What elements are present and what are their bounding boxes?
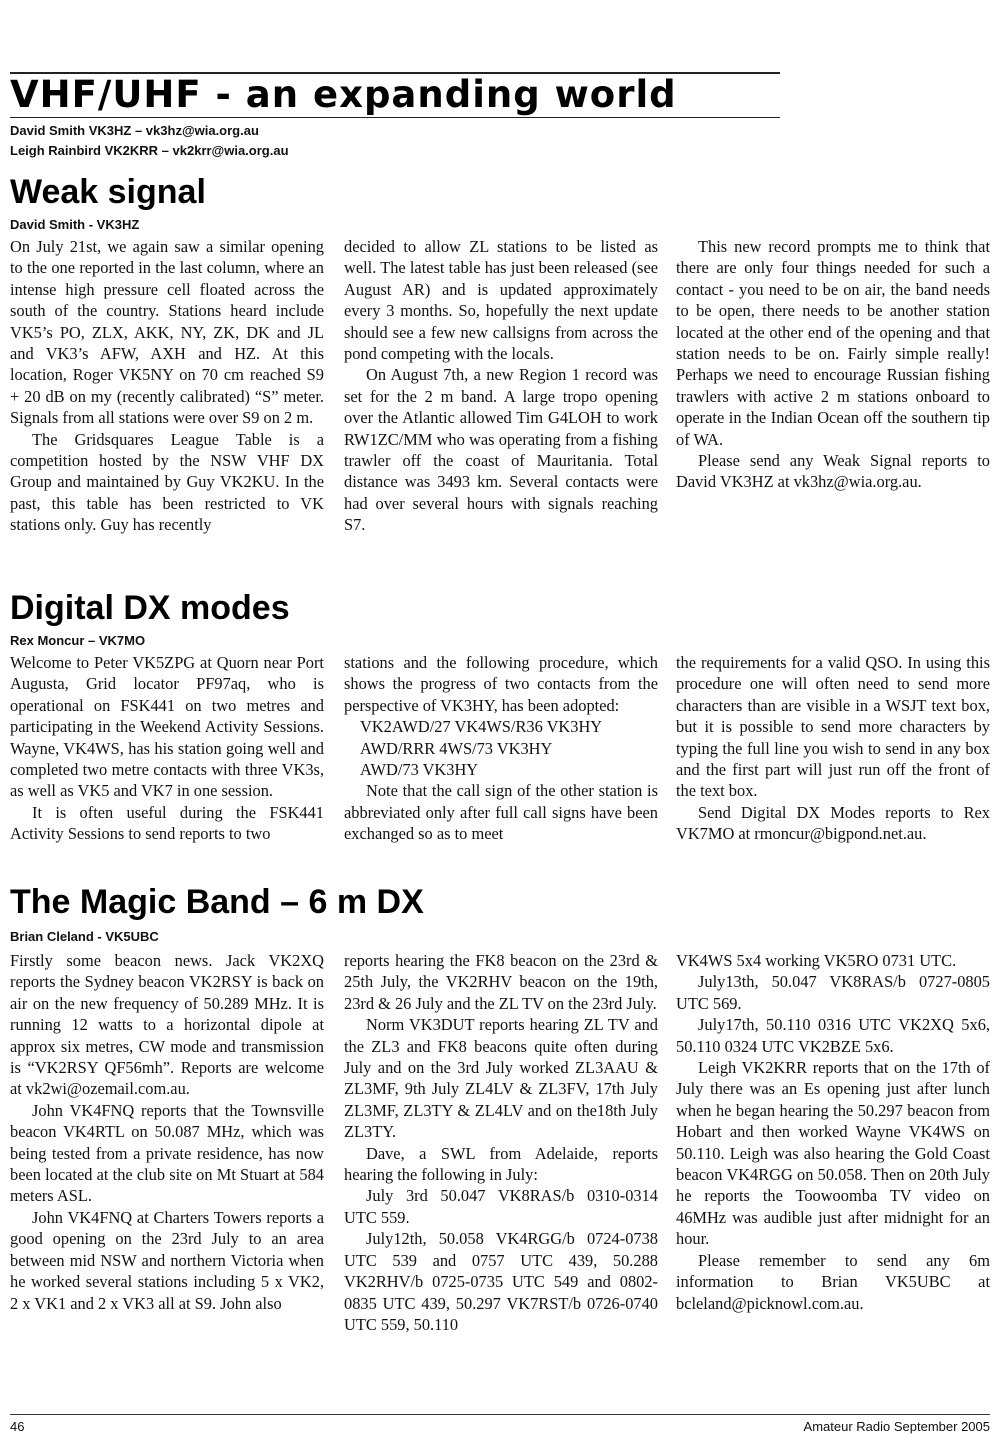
section-title-digital-dx: Digital DX modes <box>10 589 290 627</box>
paragraph: The Gridsquares League Table is a competition hosted by the NSW VHF DX Group and maintained by Guy VK2KU. In the past, this table has been restricted to VK stations only. Guy has recently <box>10 429 324 535</box>
paragraph: John VK4FNQ at Charters Towers reports a good opening on the 23rd July to an area between mid NSW and northern Victoria when he worked several stations including 5 x VK2, 2 x VK1 and 2 x VK3 all at S9. John also <box>10 1207 324 1313</box>
paragraph: Send Digital DX Modes reports to Rex VK7MO at rmoncur@bigpond.net.au. <box>676 802 990 844</box>
paragraph: It is often useful during the FSK441 Activity Sessions to send reports to two <box>10 802 324 844</box>
paragraph: July12th, 50.058 VK4RGG/b 0724-0738 UTC 539 and 0757 UTC 439, 50.288 VK2RHV/b 0725-0735 UTC 549 and 0802-0835 UTC 439, 50.297 VK7RST/b 0726-0740 UTC 559, 50.110 <box>344 1229 658 1334</box>
magazine-issue: Amateur Radio September 2005 <box>803 1419 990 1434</box>
paragraph: On July 21st, we again saw a similar opening to the one reported in the last column, where an intense high pressure cell floated across the south of the country. Stations heard include VK5’s PO, ZLX, AKK, NY, ZK, DK and JL and VK3’s AFW, AXH and HZ. At this location, Roger VK5NY on 70 cm reached S9 + 20 dB on my (recently calibrated) “S” meter. Signals from all stations were over S9 on 2 m. <box>10 237 324 428</box>
paragraph: decided to allow ZL stations to be listed as well. The latest table has just been released (see August AR) and is updated approximately every 3 months. So, hopefully the next update should see a few new callsigns from across the pond competing with the locals. <box>344 237 658 364</box>
weak-signal-column-1 <box>10 236 324 536</box>
paragraph: Please send any Weak Signal reports to David VK3HZ at vk3hz@wia.org.au. <box>676 451 990 492</box>
page-number: 46 <box>10 1419 25 1434</box>
paragraph: Norm VK3DUT reports hearing ZL TV and the ZL3 and FK8 beacons quite often during July and on the 3rd July worked ZL3AAU & ZL3MF, 9th July ZL4LV & ZL3FV, 17th July ZL3MF, ZL3TY & ZL4LV and on the18th July ZL3TY. <box>344 1015 658 1142</box>
magic-band-column-1 <box>10 950 324 1314</box>
masthead-underline <box>10 117 780 118</box>
paragraph: Note that the call sign of the other station is abbreviated only after full call signs have been exchanged so as to meet <box>344 781 658 844</box>
page-footer <box>10 1418 990 1436</box>
byline-weak-signal: David Smith - VK3HZ <box>10 217 140 232</box>
paragraph: Firstly some beacon news. Jack VK2XQ reports the Sydney beacon VK2RSY is back on air on the new frequency of 50.289 MHz. It is running 12 watts to a horizontal dipole at approx six metres, CW mode and transmission is “VK2RSY QF56mh”. Reports are welcome at vk2wi@ozemail.com.au. <box>10 951 324 1099</box>
digital-dx-column-3 <box>676 652 990 845</box>
weak-signal-column-2 <box>344 236 658 536</box>
paragraph: Please remember to send any 6m information to Brian VK5UBC at bcleland@picknowl.com.au. <box>676 1250 990 1313</box>
paragraph: John VK4FNQ reports that the Townsville beacon VK4RTL on 50.087 MHz, which was being tested from a private residence, has now been located at the club site on Mt Stuart at 584 meters ASL. <box>10 1100 324 1206</box>
magic-band-column-2 <box>344 950 658 1335</box>
paragraph: the requirements for a valid QSO. In using this procedure one will often need to send more characters than are visible in a WSJT text box, but it is possible to send more characters by typing the full line you wish to send in any box and the first part will just run off the front of the text box. <box>676 653 990 801</box>
procedure-line: VK2AWD/27 VK4WS/R36 VK3HY <box>360 717 603 737</box>
paragraph: Welcome to Peter VK5ZPG at Quorn near Port Augusta, Grid locator PF97aq, who is operational on FSK441 on two metres and participating in the Weekend Activity Sessions. Wayne, VK4WS, has his station going well and completed two metre contacts with three VK3s, as well as VK5 and VK7 in one session. <box>10 653 324 801</box>
section-title-weak-signal: Weak signal <box>10 173 206 211</box>
section-title-magic-band: The Magic Band – 6 m DX <box>10 883 424 921</box>
paragraph: July 3rd 50.047 VK8RAS/b 0310-0314 UTC 559. <box>344 1186 658 1227</box>
procedure-line: AWD/73 VK3HY <box>360 760 479 780</box>
author-line: David Smith VK3HZ – vk3hz@wia.org.au <box>10 123 259 138</box>
paragraph: This new record prompts me to think that there are only four things needed for such a contact - you need to be on air, the band needs to be open, there needs to be another station located at the other end of the opening and that station needs to be on. Fairly simple really! Perhaps we need to encourage Russian fishing trawlers with active 2 m stations onboard to operate in the Indian Ocean off the southern tip of WA. <box>676 237 990 449</box>
digital-dx-column-2 <box>344 652 658 845</box>
byline-magic-band: Brian Cleland - VK5UBC <box>10 929 159 944</box>
paragraph: Dave, a SWL from Adelaide, reports hearing the following in July: <box>344 1143 658 1185</box>
paragraph: reports hearing the FK8 beacon on the 23rd & 25th July, the VK2RHV beacon on the 19th, 23rd & 26 July and the ZL TV on the 23rd July. <box>344 951 658 1013</box>
author-line: Leigh Rainbird VK2KRR – vk2krr@wia.org.au <box>10 143 289 158</box>
paragraph: Leigh VK2KRR reports that on the 17th of July there was an Es opening just after lunch when he began hearing the 50.297 beacon from Hobart and then worked Wayne VK4WS on 50.110. Leigh was also hearing the Gold Coast beacon VK4RGG on 50.058. Then on 20th July he reports the Toowoomba TV video on 46MHz was audible just after midnight for an hour. <box>676 1058 990 1249</box>
column-masthead: VHF/UHF - an expanding world <box>10 73 677 116</box>
paragraph: On August 7th, a new Region 1 record was set for the 2 m band. A large tropo opening over the Atlantic allowed Tim G4LOH to work RW1ZC/MM who was operating from a fishing trawler off the coast of Mauritania. Total distance was 3493 km. Several contacts were had over several hours with signals reaching S7. <box>344 365 658 535</box>
paragraph: July17th, 50.110 0316 UTC VK2XQ 5x6, 50.110 0324 UTC VK2BZE 5x6. <box>676 1015 990 1056</box>
paragraph: VK4WS 5x4 working VK5RO 0731 UTC. <box>676 951 957 970</box>
footer-rule <box>10 1414 990 1415</box>
magic-band-column-3 <box>676 950 990 1314</box>
procedure-line: AWD/RRR 4WS/73 VK3HY <box>360 738 553 758</box>
paragraph: July13th, 50.047 VK8RAS/b 0727-0805 UTC 569. <box>676 972 990 1013</box>
column-authors <box>10 121 610 161</box>
weak-signal-column-3 <box>676 236 990 493</box>
paragraph: stations and the following procedure, which shows the progress of two contacts from the perspective of VK3HY, has been adopted: <box>344 653 658 715</box>
digital-dx-column-1 <box>10 652 324 845</box>
byline-digital-dx: Rex Moncur – VK7MO <box>10 633 146 648</box>
